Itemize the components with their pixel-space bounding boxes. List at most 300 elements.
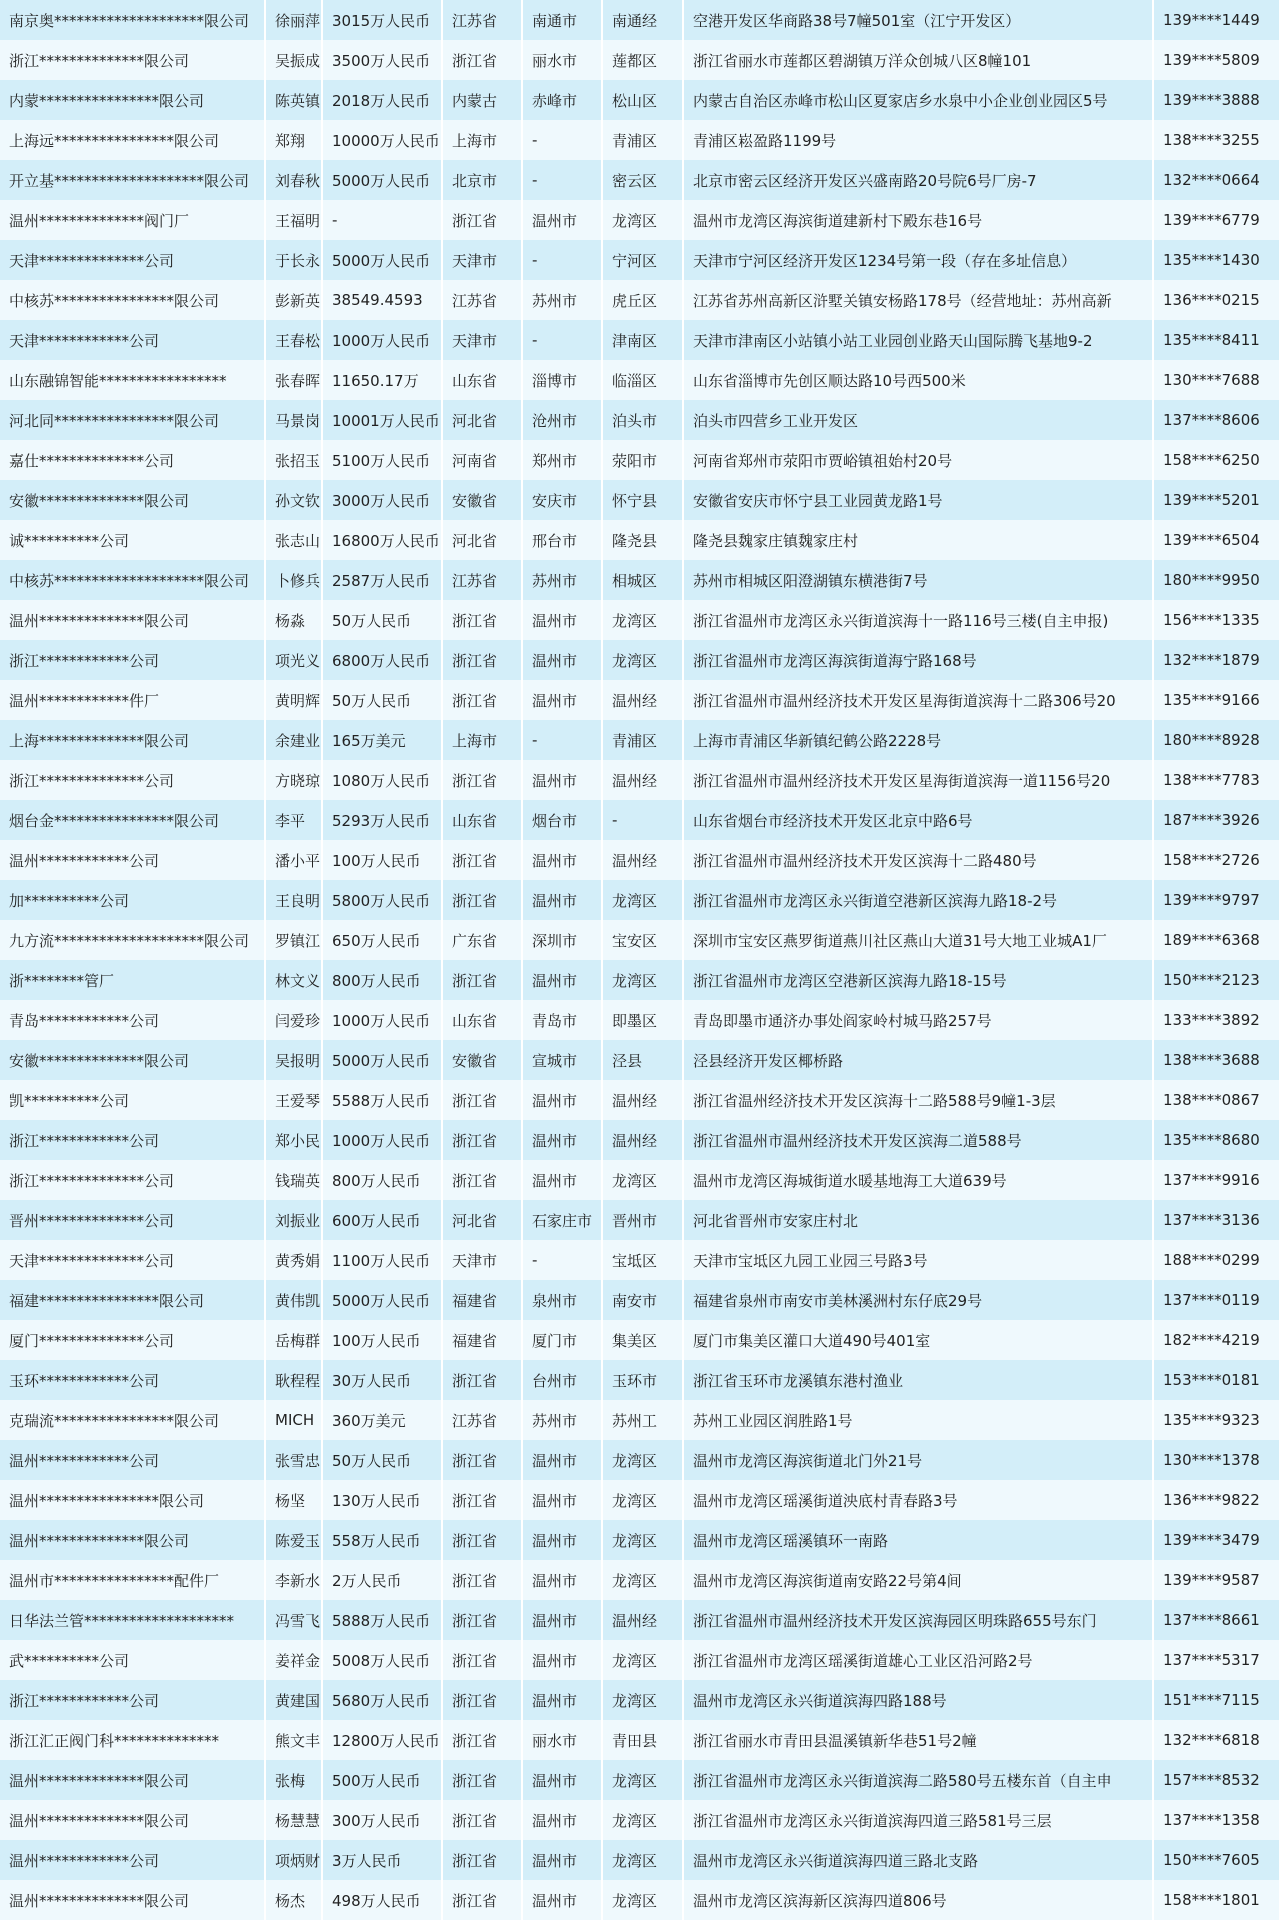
company-name-cell: 厦门**************公司: [0, 1320, 265, 1360]
table-row: [0, 120, 1280, 160]
city-cell: 台州市: [522, 1360, 602, 1400]
company-name-cell: 青岛************公司: [0, 1000, 265, 1040]
province-cell: 上海市: [442, 120, 522, 160]
legal-rep-cell: 林文义: [265, 960, 322, 1000]
city-cell: -: [522, 1240, 602, 1280]
capital-cell: 558万人民币: [322, 1520, 442, 1560]
district-cell: 温州经: [602, 760, 683, 800]
province-cell: 广东省: [442, 920, 522, 960]
province-cell: 浙江省: [442, 1680, 522, 1720]
city-cell: 温州市: [522, 1800, 602, 1840]
capital-cell: 50万人民币: [322, 1440, 442, 1480]
table-row: [0, 560, 1280, 600]
capital-cell: 100万人民币: [322, 840, 442, 880]
phone-cell: 151****7115: [1153, 1680, 1280, 1720]
table-row: [0, 520, 1280, 560]
city-cell: 温州市: [522, 840, 602, 880]
province-cell: 河北省: [442, 400, 522, 440]
company-name-cell: 凯**********公司: [0, 1080, 265, 1120]
city-cell: 安庆市: [522, 480, 602, 520]
legal-rep-cell: 冯雪飞: [265, 1600, 322, 1640]
phone-cell: 156****1335: [1153, 600, 1280, 640]
company-name-cell: 武**********公司: [0, 1640, 265, 1680]
address-cell: 浙江省温州市龙湾区永兴街道滨海四道三路581号三层: [683, 1800, 1153, 1840]
capital-cell: -: [322, 200, 442, 240]
table-row: [0, 600, 1280, 640]
city-cell: 温州市: [522, 960, 602, 1000]
city-cell: 厦门市: [522, 1320, 602, 1360]
district-cell: 相城区: [602, 560, 683, 600]
legal-rep-cell: 项光义: [265, 640, 322, 680]
table-row: [0, 320, 1280, 360]
company-name-cell: 山东融锦智能*****************: [0, 360, 265, 400]
capital-cell: 165万美元: [322, 720, 442, 760]
table-row: [0, 1240, 1280, 1280]
table-row: [0, 1320, 1280, 1360]
capital-cell: 130万人民币: [322, 1480, 442, 1520]
phone-cell: 158****1801: [1153, 1880, 1280, 1920]
capital-cell: 5800万人民币: [322, 880, 442, 920]
province-cell: 河南省: [442, 440, 522, 480]
capital-cell: 1000万人民币: [322, 320, 442, 360]
company-name-cell: 浙江************公司: [0, 1680, 265, 1720]
district-cell: 南通经: [602, 0, 683, 40]
company-name-cell: 温州**************限公司: [0, 1760, 265, 1800]
table-row: [0, 1200, 1280, 1240]
legal-rep-cell: 杨慧慧: [265, 1800, 322, 1840]
district-cell: 龙湾区: [602, 1560, 683, 1600]
province-cell: 浙江省: [442, 40, 522, 80]
legal-rep-cell: 方晓琼: [265, 760, 322, 800]
table-row: [0, 40, 1280, 80]
capital-cell: 5100万人民币: [322, 440, 442, 480]
province-cell: 浙江省: [442, 880, 522, 920]
province-cell: 山东省: [442, 1000, 522, 1040]
city-cell: 温州市: [522, 1120, 602, 1160]
legal-rep-cell: 郑翔: [265, 120, 322, 160]
city-cell: 温州市: [522, 600, 602, 640]
district-cell: 龙湾区: [602, 960, 683, 1000]
company-name-cell: 安徽**************限公司: [0, 480, 265, 520]
capital-cell: 100万人民币: [322, 1320, 442, 1360]
phone-cell: 182****4219: [1153, 1320, 1280, 1360]
company-name-cell: 温州市****************配件厂: [0, 1560, 265, 1600]
company-name-cell: 温州************公司: [0, 1840, 265, 1880]
city-cell: 温州市: [522, 1840, 602, 1880]
company-name-cell: 中核苏********************限公司: [0, 560, 265, 600]
company-name-cell: 内蒙****************限公司: [0, 80, 265, 120]
table-row: [0, 280, 1280, 320]
address-cell: 温州市龙湾区瑶溪镇环一南路: [683, 1520, 1153, 1560]
company-name-cell: 天津************公司: [0, 320, 265, 360]
district-cell: 温州经: [602, 1080, 683, 1120]
address-cell: 温州市龙湾区海滨街道北门外21号: [683, 1440, 1153, 1480]
phone-cell: 180****8928: [1153, 720, 1280, 760]
city-cell: -: [522, 160, 602, 200]
company-name-cell: 天津**************公司: [0, 1240, 265, 1280]
address-cell: 浙江省温州市龙湾区海滨街道海宁路168号: [683, 640, 1153, 680]
province-cell: 福建省: [442, 1320, 522, 1360]
address-cell: 浙江省温州市龙湾区永兴街道空港新区滨海九路18-2号: [683, 880, 1153, 920]
district-cell: 龙湾区: [602, 1480, 683, 1520]
company-name-cell: 浙江**************公司: [0, 1160, 265, 1200]
capital-cell: 650万人民币: [322, 920, 442, 960]
table-row: [0, 680, 1280, 720]
capital-cell: 2587万人民币: [322, 560, 442, 600]
district-cell: 津南区: [602, 320, 683, 360]
table-row: [0, 80, 1280, 120]
province-cell: 浙江省: [442, 1160, 522, 1200]
company-name-cell: 温州**************阀门厂: [0, 200, 265, 240]
phone-cell: 138****0867: [1153, 1080, 1280, 1120]
legal-rep-cell: 李新水: [265, 1560, 322, 1600]
city-cell: 温州市: [522, 880, 602, 920]
capital-cell: 300万人民币: [322, 1800, 442, 1840]
table-row: [0, 1680, 1280, 1720]
table-row: [0, 1760, 1280, 1800]
district-cell: -: [602, 800, 683, 840]
province-cell: 浙江省: [442, 1440, 522, 1480]
city-cell: 苏州市: [522, 1400, 602, 1440]
table-row: [0, 1800, 1280, 1840]
table-row: [0, 360, 1280, 400]
phone-cell: 137****1358: [1153, 1800, 1280, 1840]
legal-rep-cell: 黄秀娟: [265, 1240, 322, 1280]
province-cell: 浙江省: [442, 680, 522, 720]
legal-rep-cell: 罗镇江: [265, 920, 322, 960]
district-cell: 青浦区: [602, 720, 683, 760]
city-cell: 温州市: [522, 640, 602, 680]
district-cell: 龙湾区: [602, 200, 683, 240]
phone-cell: 139****3888: [1153, 80, 1280, 120]
legal-rep-cell: 孙文钦: [265, 480, 322, 520]
address-cell: 天津市津南区小站镇小站工业园创业路天山国际腾飞基地9-2: [683, 320, 1153, 360]
city-cell: -: [522, 120, 602, 160]
table-row: [0, 720, 1280, 760]
legal-rep-cell: 杨坚: [265, 1480, 322, 1520]
province-cell: 浙江省: [442, 960, 522, 1000]
company-name-cell: 中核苏****************限公司: [0, 280, 265, 320]
district-cell: 龙湾区: [602, 600, 683, 640]
phone-cell: 139****6779: [1153, 200, 1280, 240]
phone-cell: 135****1430: [1153, 240, 1280, 280]
phone-cell: 137****3136: [1153, 1200, 1280, 1240]
province-cell: 北京市: [442, 160, 522, 200]
capital-cell: 5888万人民币: [322, 1600, 442, 1640]
legal-rep-cell: 王爱琴: [265, 1080, 322, 1120]
address-cell: 天津市宝坻区九园工业园三号路3号: [683, 1240, 1153, 1280]
company-name-cell: 温州**************限公司: [0, 600, 265, 640]
legal-rep-cell: 王良明: [265, 880, 322, 920]
district-cell: 怀宁县: [602, 480, 683, 520]
phone-cell: 139****6504: [1153, 520, 1280, 560]
province-cell: 江苏省: [442, 1400, 522, 1440]
address-cell: 河南省郑州市荥阳市贾峪镇祖始村20号: [683, 440, 1153, 480]
district-cell: 温州经: [602, 1600, 683, 1640]
table-row: [0, 1520, 1280, 1560]
table-row: [0, 1120, 1280, 1160]
district-cell: 临淄区: [602, 360, 683, 400]
address-cell: 温州市龙湾区海滨街道建新村下殿东巷16号: [683, 200, 1153, 240]
address-cell: 浙江省温州经济技术开发区滨海十二路588号9幢1-3层: [683, 1080, 1153, 1120]
phone-cell: 188****0299: [1153, 1240, 1280, 1280]
table-row: [0, 0, 1280, 40]
province-cell: 山东省: [442, 800, 522, 840]
address-cell: 温州市龙湾区瑶溪街道泱底村青春路3号: [683, 1480, 1153, 1520]
capital-cell: 360万美元: [322, 1400, 442, 1440]
table-row: [0, 800, 1280, 840]
address-cell: 深圳市宝安区燕罗街道燕川社区燕山大道31号大地工业城A1厂: [683, 920, 1153, 960]
phone-cell: 138****7783: [1153, 760, 1280, 800]
phone-cell: 135****9323: [1153, 1400, 1280, 1440]
capital-cell: 5000万人民币: [322, 240, 442, 280]
phone-cell: 139****9587: [1153, 1560, 1280, 1600]
company-name-cell: 浙江************公司: [0, 640, 265, 680]
city-cell: 温州市: [522, 1440, 602, 1480]
company-name-cell: 浙江**************公司: [0, 760, 265, 800]
phone-cell: 137****5317: [1153, 1640, 1280, 1680]
phone-cell: 153****0181: [1153, 1360, 1280, 1400]
capital-cell: 2018万人民币: [322, 80, 442, 120]
district-cell: 虎丘区: [602, 280, 683, 320]
district-cell: 龙湾区: [602, 1680, 683, 1720]
company-name-cell: 克瑞流****************限公司: [0, 1400, 265, 1440]
legal-rep-cell: 项炳财: [265, 1840, 322, 1880]
district-cell: 莲都区: [602, 40, 683, 80]
legal-rep-cell: 钱瑞英: [265, 1160, 322, 1200]
company-name-cell: 九方流********************限公司: [0, 920, 265, 960]
capital-cell: 2万人民币: [322, 1560, 442, 1600]
legal-rep-cell: 杨杰: [265, 1880, 322, 1920]
address-cell: 福建省泉州市南安市美林溪洲村东仔底29号: [683, 1280, 1153, 1320]
phone-cell: 137****9916: [1153, 1160, 1280, 1200]
address-cell: 厦门市集美区灌口大道490号401室: [683, 1320, 1153, 1360]
phone-cell: 139****5809: [1153, 40, 1280, 80]
city-cell: 温州市: [522, 680, 602, 720]
address-cell: 北京市密云区经济开发区兴盛南路20号院6号厂房-7: [683, 160, 1153, 200]
city-cell: 赤峰市: [522, 80, 602, 120]
table-row: [0, 1600, 1280, 1640]
capital-cell: 5000万人民币: [322, 1280, 442, 1320]
address-cell: 河北省晋州市安家庄村北: [683, 1200, 1153, 1240]
phone-cell: 136****9822: [1153, 1480, 1280, 1520]
table-row: [0, 1000, 1280, 1040]
table-row: [0, 1080, 1280, 1120]
address-cell: 空港开发区华商路38号7幢501室（江宁开发区）: [683, 0, 1153, 40]
capital-cell: 5588万人民币: [322, 1080, 442, 1120]
city-cell: 泉州市: [522, 1280, 602, 1320]
table-row: [0, 160, 1280, 200]
province-cell: 浙江省: [442, 200, 522, 240]
capital-cell: 5000万人民币: [322, 160, 442, 200]
legal-rep-cell: 黄明辉: [265, 680, 322, 720]
company-name-cell: 温州**************限公司: [0, 1800, 265, 1840]
address-cell: 温州市龙湾区永兴街道滨海四路188号: [683, 1680, 1153, 1720]
phone-cell: 137****8606: [1153, 400, 1280, 440]
province-cell: 安徽省: [442, 1040, 522, 1080]
company-name-cell: 温州************件厂: [0, 680, 265, 720]
capital-cell: 1080万人民币: [322, 760, 442, 800]
company-name-cell: 温州****************限公司: [0, 1480, 265, 1520]
capital-cell: 11650.17万: [322, 360, 442, 400]
company-name-cell: 日华法兰管********************: [0, 1600, 265, 1640]
province-cell: 浙江省: [442, 1640, 522, 1680]
capital-cell: 5000万人民币: [322, 1040, 442, 1080]
address-cell: 浙江省温州市温州经济技术开发区滨海二道588号: [683, 1120, 1153, 1160]
company-name-cell: 加**********公司: [0, 880, 265, 920]
district-cell: 宝安区: [602, 920, 683, 960]
province-cell: 福建省: [442, 1280, 522, 1320]
table-row: [0, 1720, 1280, 1760]
address-cell: 温州市龙湾区海滨街道南安路22号第4间: [683, 1560, 1153, 1600]
legal-rep-cell: 杨淼: [265, 600, 322, 640]
legal-rep-cell: 潘小平: [265, 840, 322, 880]
table-row: [0, 880, 1280, 920]
table-row: [0, 1840, 1280, 1880]
capital-cell: 10000万人民币: [322, 120, 442, 160]
legal-rep-cell: 余建业: [265, 720, 322, 760]
phone-cell: 133****3892: [1153, 1000, 1280, 1040]
district-cell: 密云区: [602, 160, 683, 200]
district-cell: 龙湾区: [602, 1640, 683, 1680]
table-row: [0, 1160, 1280, 1200]
address-cell: 浙江省温州市温州经济技术开发区滨海十二路480号: [683, 840, 1153, 880]
phone-cell: 150****7605: [1153, 1840, 1280, 1880]
table-row: [0, 1560, 1280, 1600]
table-row: [0, 1480, 1280, 1520]
phone-cell: 137****0119: [1153, 1280, 1280, 1320]
address-cell: 安徽省安庆市怀宁县工业园黄龙路1号: [683, 480, 1153, 520]
capital-cell: 1100万人民币: [322, 1240, 442, 1280]
capital-cell: 5680万人民币: [322, 1680, 442, 1720]
city-cell: 烟台市: [522, 800, 602, 840]
phone-cell: 130****1378: [1153, 1440, 1280, 1480]
city-cell: 温州市: [522, 1080, 602, 1120]
company-name-cell: 温州**************限公司: [0, 1520, 265, 1560]
province-cell: 浙江省: [442, 1520, 522, 1560]
capital-cell: 3万人民币: [322, 1840, 442, 1880]
legal-rep-cell: 陈英镇: [265, 80, 322, 120]
phone-cell: 158****2726: [1153, 840, 1280, 880]
legal-rep-cell: 张招玉: [265, 440, 322, 480]
district-cell: 泾县: [602, 1040, 683, 1080]
city-cell: 苏州市: [522, 560, 602, 600]
legal-rep-cell: 张梅: [265, 1760, 322, 1800]
legal-rep-cell: 卜修兵: [265, 560, 322, 600]
district-cell: 宁河区: [602, 240, 683, 280]
district-cell: 松山区: [602, 80, 683, 120]
capital-cell: 3015万人民币: [322, 0, 442, 40]
phone-cell: 138****3688: [1153, 1040, 1280, 1080]
legal-rep-cell: 黄建国: [265, 1680, 322, 1720]
capital-cell: 600万人民币: [322, 1200, 442, 1240]
address-cell: 苏州市相城区阳澄湖镇东横港街7号: [683, 560, 1153, 600]
district-cell: 隆尧县: [602, 520, 683, 560]
district-cell: 即墨区: [602, 1000, 683, 1040]
company-name-cell: 温州************公司: [0, 1440, 265, 1480]
table-row: [0, 240, 1280, 280]
city-cell: 温州市: [522, 1520, 602, 1560]
address-cell: 浙江省温州市龙湾区瑶溪街道雄心工业区沿河路2号: [683, 1640, 1153, 1680]
city-cell: 温州市: [522, 1160, 602, 1200]
province-cell: 浙江省: [442, 1720, 522, 1760]
legal-rep-cell: 闫爱珍: [265, 1000, 322, 1040]
address-cell: 青岛即墨市通济办事处阎家岭村城马路257号: [683, 1000, 1153, 1040]
province-cell: 浙江省: [442, 1480, 522, 1520]
company-name-cell: 晋州**************公司: [0, 1200, 265, 1240]
province-cell: 天津市: [442, 320, 522, 360]
company-name-cell: 安徽**************限公司: [0, 1040, 265, 1080]
company-name-cell: 福建****************限公司: [0, 1280, 265, 1320]
province-cell: 浙江省: [442, 1120, 522, 1160]
province-cell: 浙江省: [442, 1560, 522, 1600]
table-row: [0, 640, 1280, 680]
province-cell: 天津市: [442, 240, 522, 280]
district-cell: 南安市: [602, 1280, 683, 1320]
district-cell: 青田县: [602, 1720, 683, 1760]
capital-cell: 5293万人民币: [322, 800, 442, 840]
legal-rep-cell: MICH: [265, 1400, 322, 1440]
district-cell: 集美区: [602, 1320, 683, 1360]
table-row: [0, 440, 1280, 480]
legal-rep-cell: 王春松: [265, 320, 322, 360]
capital-cell: 38549.4593: [322, 280, 442, 320]
phone-cell: 137****8661: [1153, 1600, 1280, 1640]
table-row: [0, 1880, 1280, 1920]
table-row: [0, 1280, 1280, 1320]
address-cell: 山东省淄博市先创区顺达路10号西500米: [683, 360, 1153, 400]
company-name-cell: 浙江汇正阀门科**************: [0, 1720, 265, 1760]
legal-rep-cell: 岳梅群: [265, 1320, 322, 1360]
city-cell: -: [522, 320, 602, 360]
phone-cell: 139****1449: [1153, 0, 1280, 40]
city-cell: 苏州市: [522, 280, 602, 320]
address-cell: 温州市龙湾区海城街道水暖基地海工大道639号: [683, 1160, 1153, 1200]
province-cell: 浙江省: [442, 640, 522, 680]
legal-rep-cell: 徐丽萍: [265, 0, 322, 40]
district-cell: 龙湾区: [602, 1760, 683, 1800]
district-cell: 温州经: [602, 840, 683, 880]
address-cell: 苏州工业园区润胜路1号: [683, 1400, 1153, 1440]
city-cell: 温州市: [522, 760, 602, 800]
district-cell: 温州经: [602, 680, 683, 720]
city-cell: 青岛市: [522, 1000, 602, 1040]
table-row: [0, 1040, 1280, 1080]
legal-rep-cell: 耿程程: [265, 1360, 322, 1400]
company-name-cell: 开立基********************限公司: [0, 160, 265, 200]
table-row: [0, 1640, 1280, 1680]
address-cell: 天津市宁河区经济开发区1234号第一段（存在多址信息）: [683, 240, 1153, 280]
city-cell: 温州市: [522, 1760, 602, 1800]
city-cell: -: [522, 720, 602, 760]
company-name-cell: 温州**************限公司: [0, 1880, 265, 1920]
address-cell: 温州市龙湾区滨海新区滨海四道806号: [683, 1880, 1153, 1920]
district-cell: 青浦区: [602, 120, 683, 160]
phone-cell: 187****3926: [1153, 800, 1280, 840]
city-cell: 深圳市: [522, 920, 602, 960]
province-cell: 浙江省: [442, 840, 522, 880]
legal-rep-cell: 郑小民: [265, 1120, 322, 1160]
province-cell: 浙江省: [442, 1760, 522, 1800]
province-cell: 浙江省: [442, 1080, 522, 1120]
province-cell: 上海市: [442, 720, 522, 760]
legal-rep-cell: 张春晖: [265, 360, 322, 400]
province-cell: 江苏省: [442, 560, 522, 600]
city-cell: 温州市: [522, 200, 602, 240]
company-name-cell: 嘉仕**************公司: [0, 440, 265, 480]
legal-rep-cell: 王福明: [265, 200, 322, 240]
capital-cell: 500万人民币: [322, 1760, 442, 1800]
